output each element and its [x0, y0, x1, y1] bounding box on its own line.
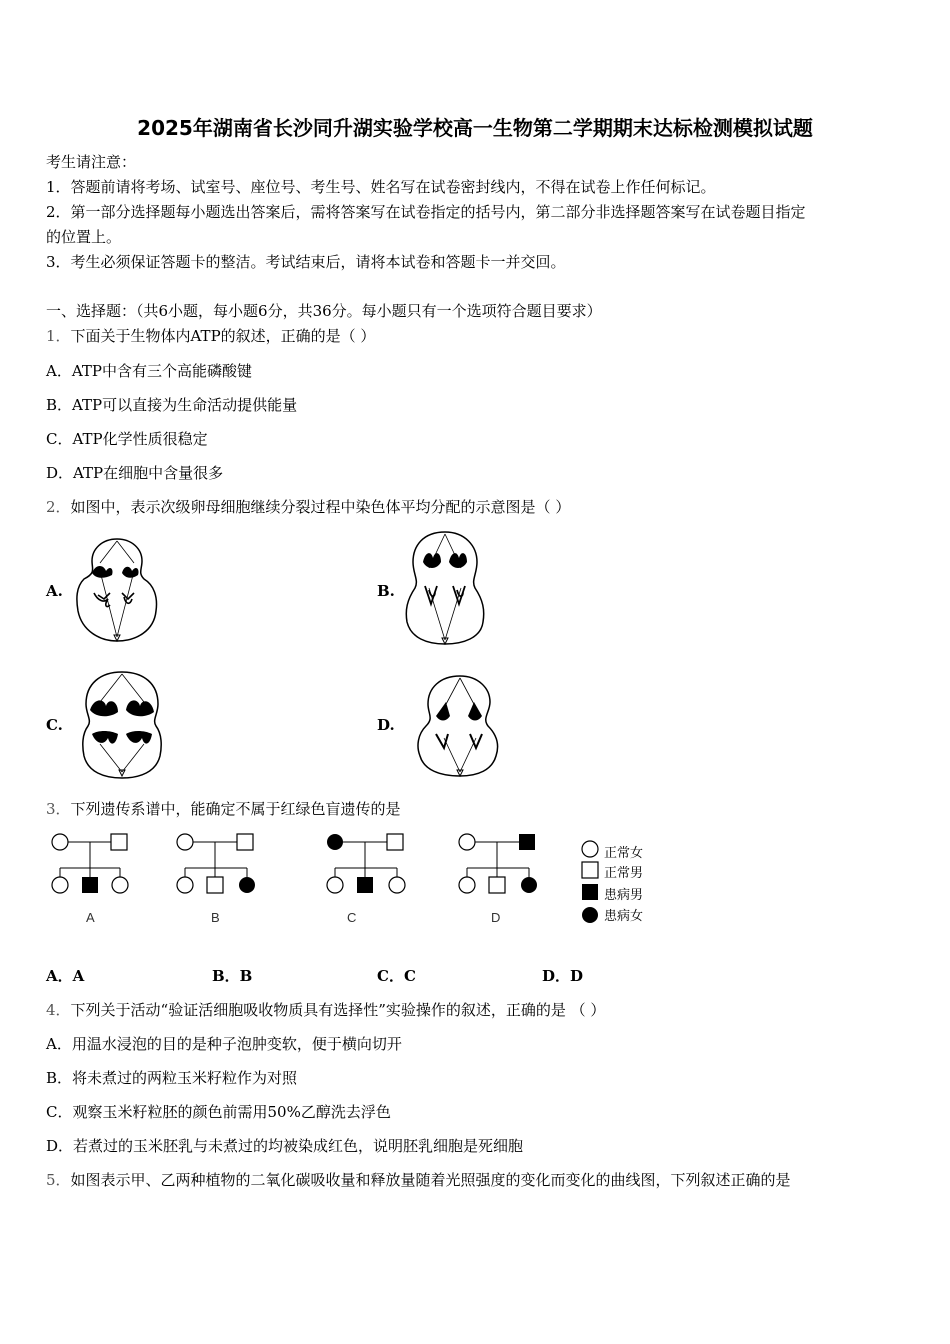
option-b[interactable]: B．B — [212, 967, 253, 985]
option-d[interactable]: D．若煮过的玉米胚乳与未煮过的均被染成红色，说明胚乳细胞是死细胞 — [46, 1137, 524, 1155]
question-number: 4． — [46, 1001, 71, 1019]
page-title: 2025年湖南省长沙同升湖实验学校高一生物第二学期期末达标检测模拟试题 — [137, 116, 813, 140]
question-number: 1． — [46, 327, 71, 345]
pedigree-label-b: B — [211, 910, 220, 925]
option-a[interactable]: A．ATP中含有三个高能磷酸键 — [46, 362, 252, 380]
pedigree-b — [173, 830, 263, 900]
question-number: 3． — [46, 800, 71, 818]
figure-label-a[interactable]: A. — [46, 582, 63, 600]
legend-affected-male: 患病男 — [604, 888, 644, 903]
question-stem: 如图表示甲、乙两种植物的二氧化碳吸收量和释放量随着光照强度的变化而变化的曲线图，下列叙述正确的是 — [70, 1171, 791, 1189]
option-b[interactable]: B．ATP可以直接为生命活动提供能量 — [46, 396, 298, 414]
question-5 — [46, 1170, 791, 1190]
cell-diagram-d — [412, 672, 504, 780]
legend-normal-male: 正常男 — [604, 866, 644, 881]
pedigree-label-a: A — [86, 910, 95, 925]
option-d[interactable]: D．D — [542, 967, 584, 985]
question-stem: 如图中，表示次级卵母细胞继续分裂过程中染色体平均分配的示意图是（ ） — [70, 498, 571, 516]
option-a[interactable]: A．用温水浸泡的目的是种子泡肿变软，便于横向切开 — [46, 1035, 402, 1053]
notice-item: 3．考生必须保证答题卡的整洁。考试结束后，请将本试卷和答题卡一并交回。 — [46, 253, 566, 271]
cell-diagram-a — [74, 535, 160, 645]
legend-affected-female: 患病女 — [604, 909, 644, 924]
legend-symbols — [580, 840, 602, 926]
figure-label-d[interactable]: D. — [377, 716, 395, 734]
pedigree-label-d: D — [491, 910, 501, 925]
question-stem: 下列遗传系谱中，能确定不属于红绿色盲遗传的是 — [70, 800, 401, 818]
notice-item: 的位置上。 — [46, 228, 122, 246]
figure-label-b[interactable]: B. — [377, 582, 395, 600]
cell-diagram-b — [403, 528, 487, 646]
option-c[interactable]: C．ATP化学性质很稳定 — [46, 430, 208, 448]
question-1 — [46, 326, 375, 346]
pedigree-a — [48, 830, 134, 900]
option-d[interactable]: D．ATP在细胞中含量很多 — [46, 464, 224, 482]
pedigree-label-c: C — [347, 910, 357, 925]
question-3 — [46, 799, 401, 819]
question-number: 2． — [46, 498, 71, 516]
question-number: 5． — [46, 1171, 71, 1189]
notice-item: 2．第一部分选择题每小题选出答案后，需将答案写在试卷指定的括号内，第二部分非选择题答案写在试卷题目指定 — [46, 203, 806, 221]
legend-normal-female: 正常女 — [604, 846, 644, 861]
option-c[interactable]: C．观察玉米籽粒胚的颜色前需用50%乙醇洗去浮色 — [46, 1103, 391, 1121]
option-c[interactable]: C．C — [377, 967, 416, 985]
notice-item: 1．答题前请将考场、试室号、座位号、考生号、姓名写在试卷密封线内，不得在试卷上作任何标记。 — [46, 178, 716, 196]
option-b[interactable]: B．将未煮过的两粒玉米籽粒作为对照 — [46, 1069, 298, 1087]
pedigree-c — [323, 830, 413, 900]
notice-heading: 考生请注意： — [46, 153, 137, 171]
figure-label-c[interactable]: C. — [46, 716, 63, 734]
pedigree-d — [455, 830, 545, 900]
cell-diagram-c — [80, 668, 164, 780]
question-4 — [46, 1000, 605, 1020]
question-stem: 下列关于活动“验证活细胞吸收物质具有选择性”实验操作的叙述，正确的是 （ ） — [70, 1001, 606, 1019]
section-heading: 一、选择题：（共6小题，每小题6分，共36分。每小题只有一个选项符合题目要求） — [46, 302, 602, 320]
option-a[interactable]: A．A — [46, 967, 85, 985]
question-2 — [46, 497, 570, 517]
question-stem: 下面关于生物体内ATP的叙述，正确的是（ ） — [70, 327, 376, 345]
